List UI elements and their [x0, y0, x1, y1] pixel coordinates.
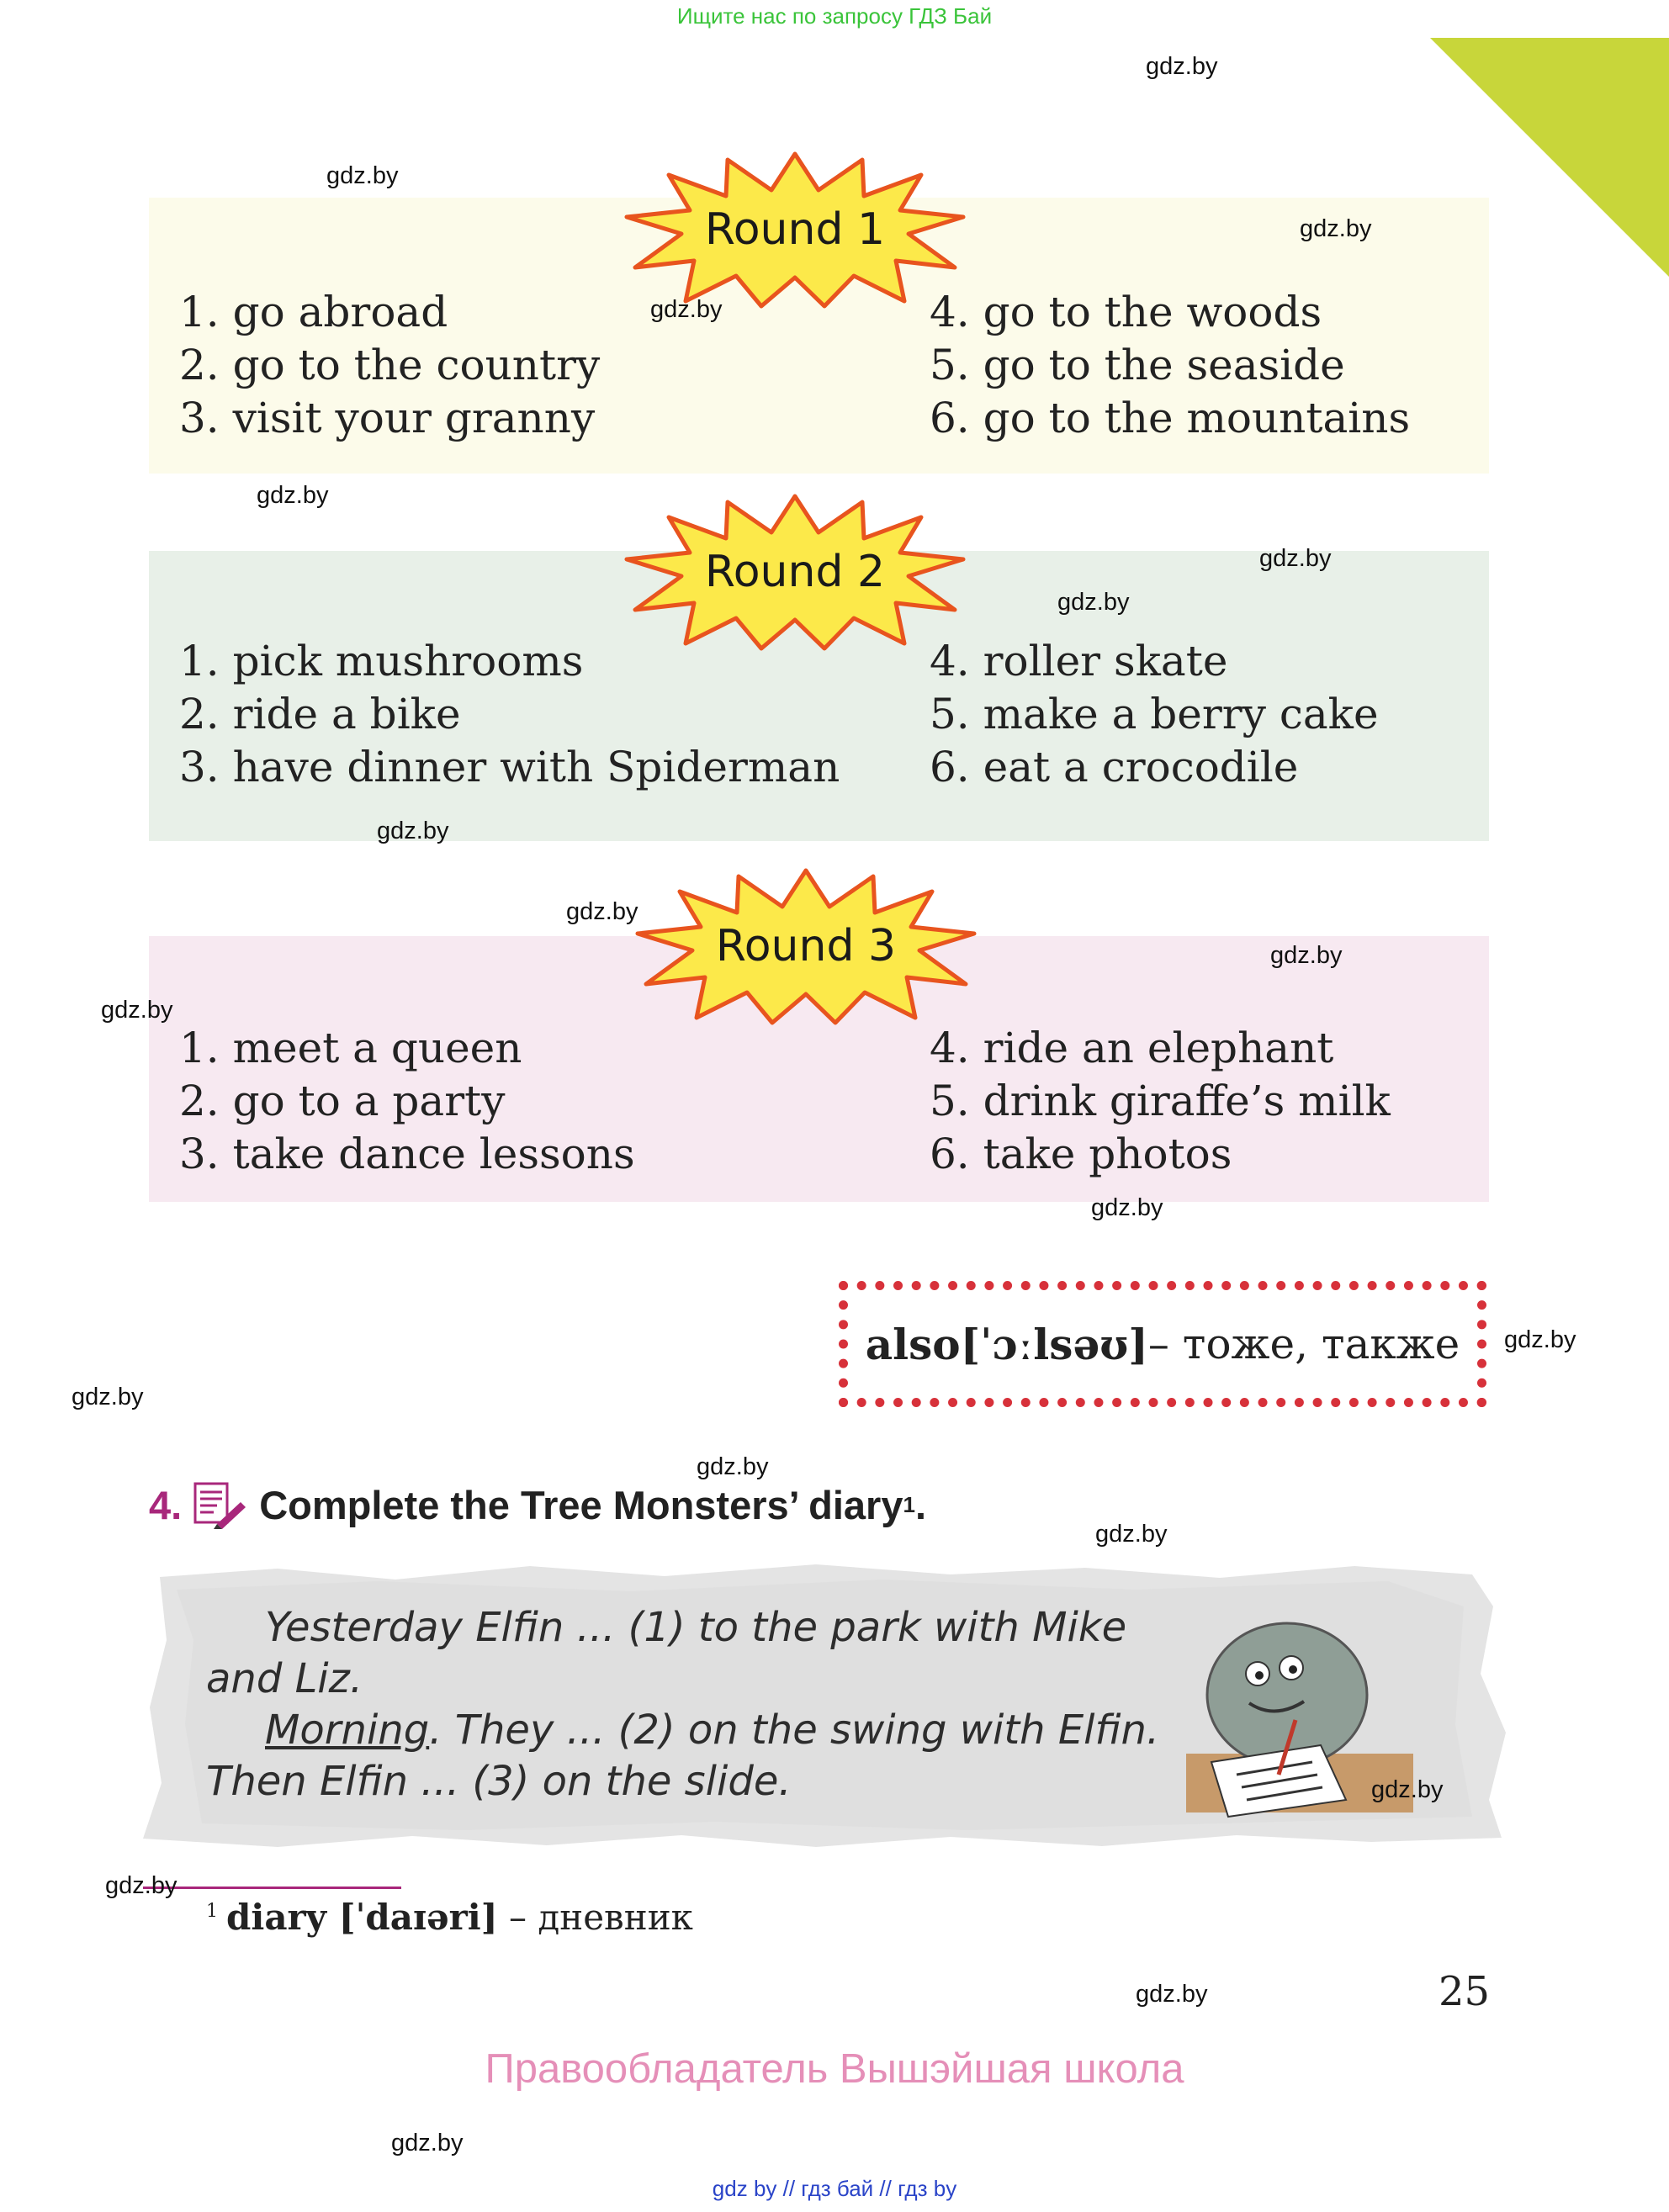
watermark: gdz.by: [105, 1872, 177, 1899]
bottom-links[interactable]: gdz by // гдз бай // гдз by: [712, 2176, 957, 2201]
watermark: gdz.by: [1270, 942, 1343, 969]
round-2-right-list: [930, 635, 1379, 794]
watermark: gdz.by: [1095, 1521, 1168, 1548]
round-2-left-list: [179, 635, 840, 794]
watermark: gdz.by: [377, 818, 449, 844]
list-item: 2. go to the country: [179, 341, 601, 389]
footnote-mark: 1: [206, 1901, 218, 1922]
list-item: 5. make a berry cake: [930, 690, 1379, 738]
round-3-left-list: [179, 1022, 635, 1181]
diary-line-3-rest: . They ... (2) on the swing with Elfin.: [429, 1707, 1160, 1754]
diary-line-2: and Liz.: [206, 1655, 363, 1702]
round-2-label: Round 2: [704, 547, 886, 597]
list-item: 1. go abroad: [179, 288, 448, 336]
watermark: gdz.by: [72, 1384, 144, 1410]
vocab-transcription: [ˈɔːlsəʊ]: [960, 1319, 1148, 1369]
round-1-right-list: [930, 286, 1410, 445]
list-item: 1. pick mushrooms: [179, 637, 584, 685]
watermark: gdz.by: [650, 296, 723, 323]
top-banner[interactable]: Ищите нас по запросу ГДЗ Бай: [676, 3, 993, 29]
watermark: gdz.by: [1300, 215, 1372, 242]
footnote-word: diary: [226, 1897, 327, 1938]
list-item: 1. meet a queen: [179, 1024, 522, 1072]
watermark: gdz.by: [1146, 53, 1218, 80]
list-item: 3. have dinner with Spiderman: [179, 743, 840, 791]
page-number: 25: [1439, 1968, 1491, 2015]
diary-line-3: [206, 1705, 1165, 1756]
task-footnote-mark: 1: [903, 1491, 915, 1517]
round-3-burst: [629, 866, 983, 1026]
watermark: gdz.by: [257, 482, 329, 509]
footnote-divider: [143, 1887, 401, 1889]
watermark: gdz.by: [101, 997, 173, 1024]
list-item: 6. eat a crocodile: [930, 743, 1299, 791]
round-1-left-list: [179, 286, 600, 445]
round-2-burst: [618, 492, 972, 652]
task-text: Complete the Tree Monsters’ diary: [259, 1482, 903, 1527]
vocab-translation: – тоже, также: [1147, 1320, 1460, 1368]
rights-holder: Правообладатель Вышэйшая школа: [485, 2046, 1184, 2092]
list-item: 6. go to the mountains: [930, 394, 1411, 442]
list-item: 2. ride a bike: [179, 690, 461, 738]
round-1-burst: [618, 150, 972, 310]
list-item: 3. visit your granny: [179, 394, 596, 442]
watermark: gdz.by: [1371, 1776, 1444, 1803]
watermark: gdz.by: [1091, 1194, 1163, 1221]
vocab-box: [839, 1281, 1486, 1407]
footnote-translation: – дневник: [497, 1897, 693, 1938]
diary-line-4: Then Elfin ... (3) on the slide.: [206, 1758, 792, 1805]
list-item: 2. go to a party: [179, 1077, 506, 1125]
watermark: gdz.by: [1259, 545, 1332, 572]
watermark: gdz.by: [566, 898, 638, 925]
footnote-transcription: [ˈdaɪəri]: [326, 1897, 498, 1938]
watermark: gdz.by: [697, 1453, 769, 1480]
diary-text: [206, 1602, 1165, 1807]
list-item: 5. drink giraffe’s milk: [930, 1077, 1391, 1125]
round-1-label: Round 1: [704, 204, 886, 255]
watermark: gdz.by: [1057, 589, 1130, 616]
watermark: gdz.by: [1136, 1981, 1208, 2008]
task-end: .: [914, 1482, 927, 1527]
list-item: 4. ride an elephant: [930, 1024, 1334, 1072]
pencil-notebook-icon: [192, 1480, 247, 1529]
watermark: gdz.by: [1504, 1326, 1576, 1353]
diary-underlined-word: Morning: [265, 1707, 430, 1754]
list-item: 3. take dance lessons: [179, 1130, 635, 1178]
vocab-word: also: [865, 1319, 961, 1369]
task-heading: [149, 1480, 926, 1529]
list-item: 4. roller skate: [930, 637, 1228, 685]
watermark: gdz.by: [326, 162, 399, 189]
footnote: [206, 1897, 693, 1938]
task-number: 4.: [149, 1482, 183, 1527]
list-item: 5. go to the seaside: [930, 341, 1345, 389]
diary-line-1: Yesterday Elfin ... (1) to the park with Mike: [265, 1604, 1127, 1651]
round-3-right-list: [930, 1022, 1391, 1181]
round-3-label: Round 3: [715, 921, 897, 971]
list-item: 4. go to the woods: [930, 288, 1322, 336]
watermark: gdz.by: [391, 2130, 464, 2156]
list-item: 6. take photos: [930, 1130, 1232, 1178]
